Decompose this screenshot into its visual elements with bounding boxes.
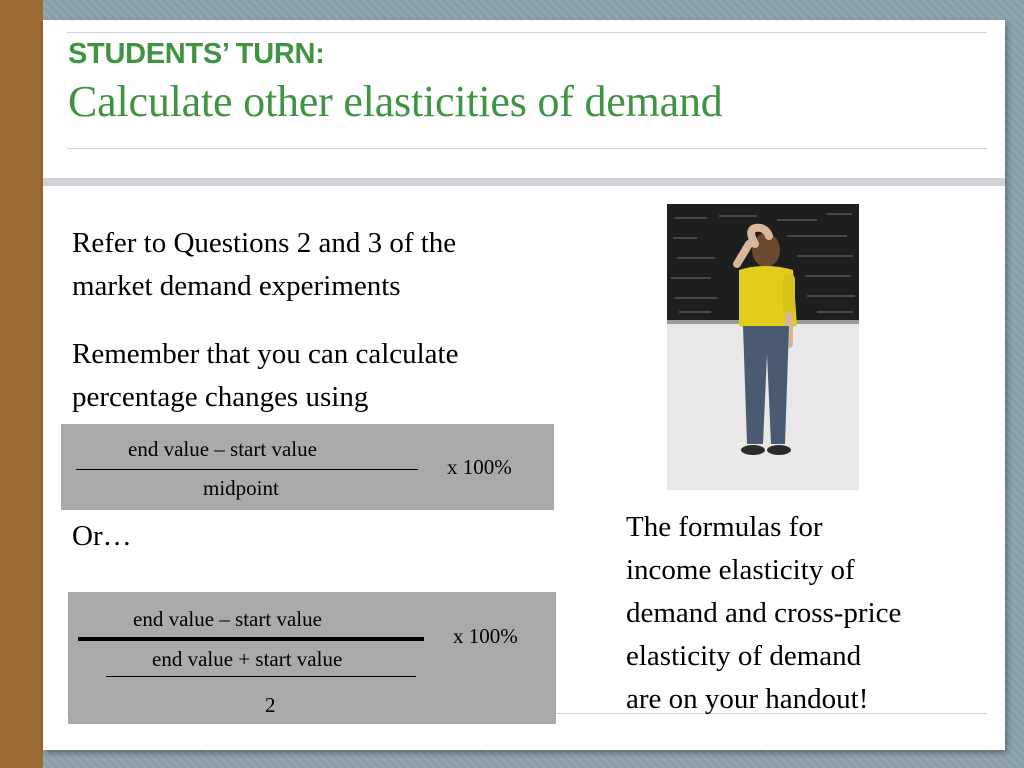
- handout-note-line4: elasticity of demand: [626, 640, 862, 672]
- student-chalkboard-photo: [667, 204, 859, 490]
- slide-subtitle: STUDENTS’ TURN:: [68, 38, 325, 70]
- title-underline: [67, 148, 987, 149]
- formula2-multiplier: x 100%: [453, 624, 518, 648]
- handout-note-line1: The formulas for: [626, 511, 823, 543]
- student-chalkboard-illustration: [667, 204, 859, 490]
- midpoint-formula-box: [61, 424, 554, 510]
- handout-note-line2: income elasticity of: [626, 554, 855, 586]
- handout-note-line5: are on your handout!: [626, 683, 869, 715]
- slide-title: Calculate other elasticities of demand: [68, 77, 723, 126]
- average-formula-box: [68, 592, 556, 724]
- or-text: Or…: [72, 520, 132, 552]
- formula1-denominator: midpoint: [203, 476, 279, 500]
- formula2-sub-numerator: end value + start value: [152, 647, 343, 671]
- paragraph-remember: [72, 333, 459, 419]
- paragraph-remember-line2: percentage changes using: [72, 381, 369, 413]
- formula1-multiplier: x 100%: [447, 455, 512, 479]
- formula2-sub-fraction-line: [106, 676, 416, 677]
- formula2-sub-denominator: 2: [265, 693, 276, 717]
- paragraph-remember-line1: Remember that you can calculate: [72, 338, 459, 370]
- paragraph-refer: [72, 222, 456, 308]
- formula2-main-fraction-line: [78, 637, 424, 641]
- handout-note: [626, 506, 986, 721]
- left-accent-bar: [0, 0, 43, 768]
- top-frame-line: [67, 32, 987, 33]
- formula1-numerator: end value – start value: [128, 437, 317, 461]
- handout-note-line3: demand and cross-price: [626, 597, 902, 629]
- header-band: [43, 178, 1005, 186]
- paragraph-refer-line2: market demand experiments: [72, 270, 401, 302]
- formula2-numerator: end value – start value: [133, 607, 322, 631]
- formula1-fraction-line: [76, 469, 418, 470]
- paragraph-refer-line1: Refer to Questions 2 and 3 of the: [72, 227, 457, 259]
